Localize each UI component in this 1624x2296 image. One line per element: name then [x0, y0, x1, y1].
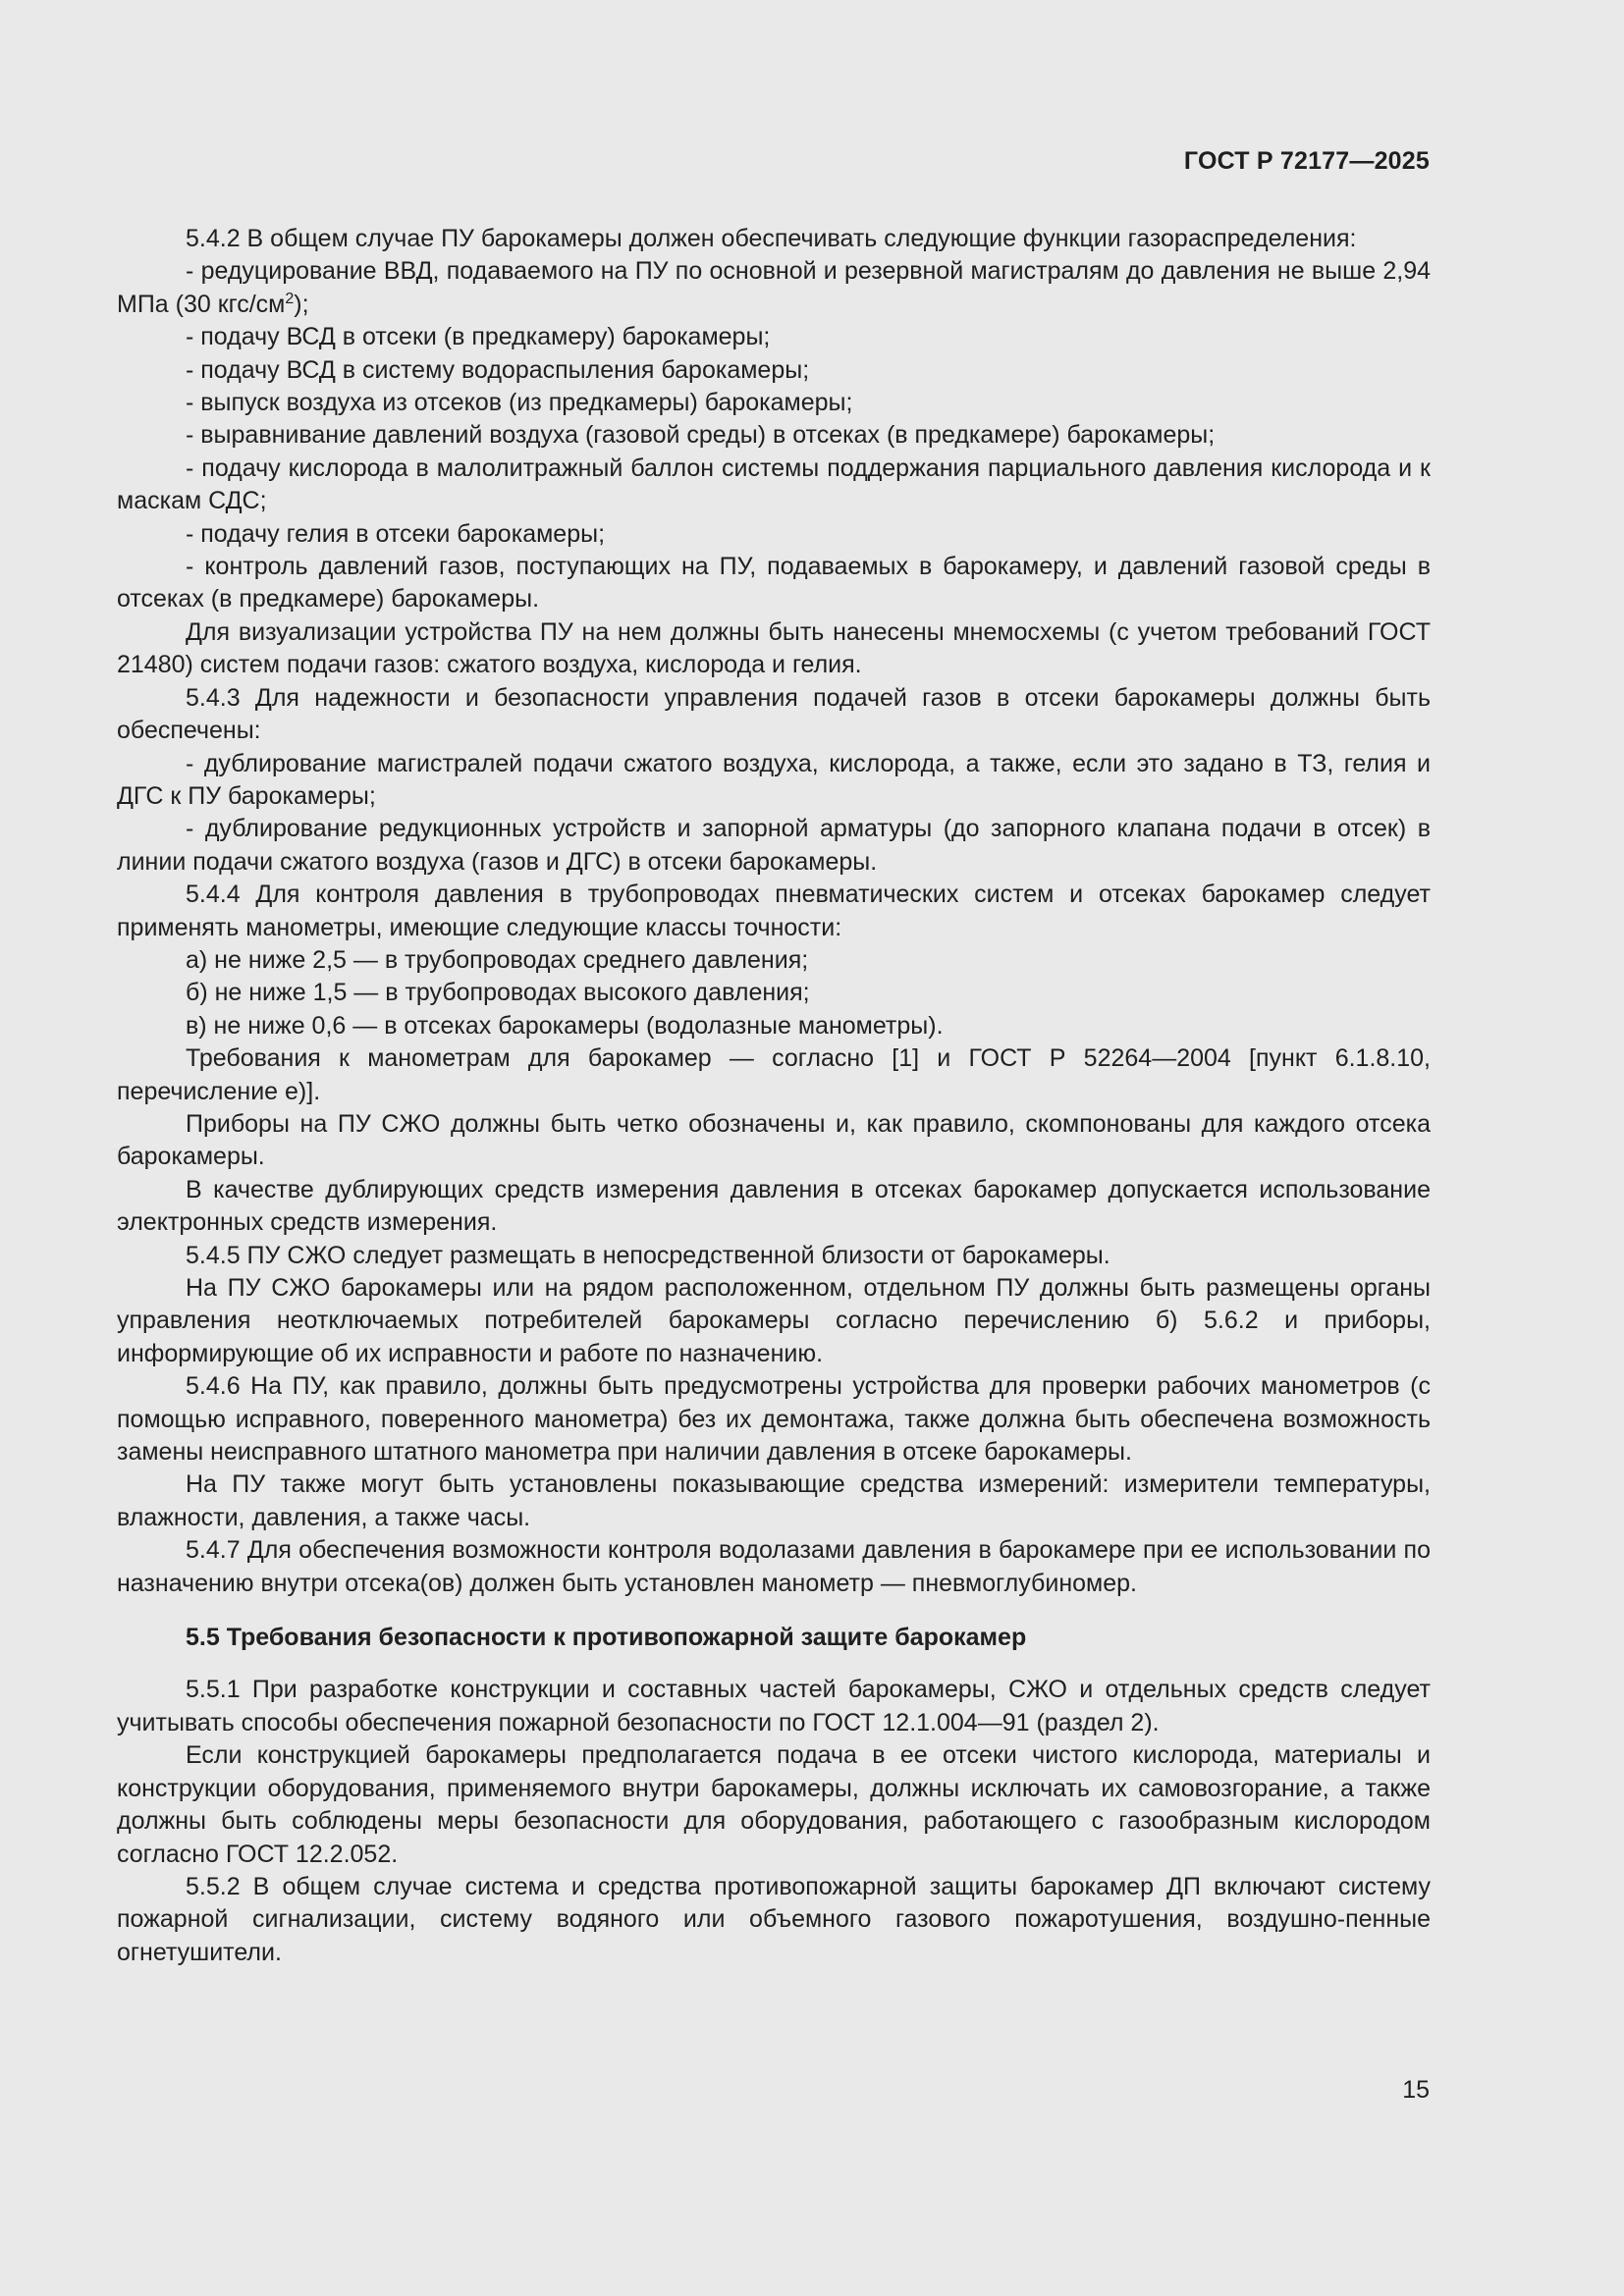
list-item: - подачу ВСД в отсеки (в предкамеру) барокамеры;: [186, 323, 771, 351]
paragraph-5-5-2: 5.5.2 В общем случае система и средства противопожарной защиты барокамер ДП включают систему пожарной сигнализации, систему водяного или объемного газового пожаротушения, воздушно-пенные огнетушители.: [117, 1872, 1431, 1966]
paragraph: Требования к манометрам для барокамер — согласно [1] и ГОСТ Р 52264—2004 [пункт 6.1.8.10, перечисление е)].: [117, 1044, 1431, 1105]
paragraph-5-4-4: 5.4.4 Для контроля давления в трубопроводах пневматических систем и отсеках барокамер следует применять манометры, имеющие следующие классы точности:: [117, 881, 1431, 941]
list-item-reduction: [117, 255, 1431, 321]
list-item: - подачу ВСД в систему водораспыления барокамеры;: [186, 355, 810, 384]
list-item-b: б) не ниже 1,5 — в трубопроводах высокого давления;: [186, 979, 810, 1007]
paragraph-5-5-1: 5.5.1 При разработке конструкции и составных частей барокамеры, СЖО и отдельных средств следует учитывать способы обеспечения пожарной безопасности по ГОСТ 12.1.004—91 (раздел 2).: [117, 1676, 1431, 1736]
list-item-a: а) не ниже 2,5 — в трубопроводах среднего давления;: [186, 945, 809, 974]
list-item-v: в) не ниже 0,6 — в отсеках барокамеры (водолазные манометры).: [186, 1011, 944, 1040]
paragraph-5-4-7: 5.4.7 Для обеспечения возможности контроля водолазами давления в барокамере при ее использовании по назначению внутри отсека(ов) должен быть установлен манометр — пневмоглубиномер.: [117, 1536, 1431, 1597]
list-item-text: - редуцирование ВВД, подаваемого на ПУ по основной и резервной магистралям до давления не выше 2,94 МПа (30 кгс/см: [117, 257, 1431, 318]
paragraph: Для визуализации устройства ПУ на нем должны быть нанесены мнемосхемы (с учетом требований ГОСТ 21480) систем подачи газов: сжатого воздуха, кислорода и гелия.: [117, 617, 1431, 679]
paragraph-5-4-6: 5.4.6 На ПУ, как правило, должны быть предусмотрены устройства для проверки рабочих манометров (с помощью исправного, поверенного манометра) без их демонтажа, также должна быть обеспечена возможность замены неисправного штатного манометра при наличии давления в отсеке барокамеры.: [117, 1372, 1431, 1467]
paragraph-5-4-5: 5.4.5 ПУ СЖО следует размещать в непосредственной близости от барокамеры.: [186, 1241, 1110, 1269]
paragraph: На ПУ СЖО барокамеры или на рядом расположенном, отдельном ПУ должны быть размещены органы управления неотключаемых потребителей барокамеры согласно перечислению б) 5.6.2 и приборы, информирующие об их исправности и работе по назначению.: [117, 1274, 1431, 1367]
paragraph-5-4-3: 5.4.3 Для надежности и безопасности управления подачей газов в отсеки барокамеры должны быть обеспечены:: [117, 683, 1431, 745]
inline-tail: );: [294, 290, 309, 318]
document-body: [117, 223, 1431, 1969]
paragraph: Приборы на ПУ СЖО должны быть четко обозначены и, как правило, скомпонованы для каждого отсека барокамеры.: [117, 1109, 1431, 1171]
list-item: - выравнивание давлений воздуха (газовой среды) в отсеках (в предкамере) барокамеры;: [186, 421, 1216, 450]
section-heading-5-5: 5.5 Требования безопасности к противопожарной защите барокамер: [186, 1624, 1027, 1652]
list-item: - дублирование редукционных устройств и запорной арматуры (до запорного клапана подачи в отсек) в линии подачи сжатого воздуха (газов и ДГС) в отсеки барокамеры.: [117, 815, 1431, 876]
paragraph: Если конструкцией барокамеры предполагается подача в ее отсеки чистого кислорода, материалы и конструкции оборудования, применяемого внутри барокамеры, должны исключать их самовозгорание, а также должны быть соблюдены меры безопасности для оборудования, работающего с газообразным кислородом согласно ГОСТ 12.2.052.: [117, 1741, 1431, 1868]
paragraph-5-4-2: 5.4.2 В общем случае ПУ барокамеры должен обеспечивать следующие функции газораспределения:: [186, 225, 1357, 252]
list-item: - подачу гелия в отсеки барокамеры;: [186, 519, 606, 548]
list-item: - выпуск воздуха из отсеков (из предкамеры) барокамеры;: [186, 389, 853, 417]
paragraph: На ПУ также могут быть установлены показывающие средства измерений: измерители температуры, влажности, давления, а также часы.: [117, 1470, 1431, 1531]
paragraph: В качестве дублирующих средств измерения давления в отсеках барокамер допускается использование электронных средств измерения.: [117, 1175, 1431, 1237]
list-item: - подачу кислорода в малолитражный баллон системы поддержания парциального давления кислорода и к маскам СДС;: [117, 454, 1431, 515]
superscript: 2: [285, 290, 295, 307]
document-code-header: ГОСТ Р 72177—2025: [1183, 147, 1430, 175]
list-item: - дублирование магистралей подачи сжатого воздуха, кислорода, а также, если это задано в ТЗ, гелия и ДГС к ПУ барокамеры;: [117, 749, 1431, 810]
list-item: - контроль давлений газов, поступающих на ПУ, подаваемых в барокамеру, и давлений газовой среды в отсеках (в предкамере) барокамеры.: [117, 553, 1431, 614]
page-number: 15: [1402, 2076, 1430, 2104]
